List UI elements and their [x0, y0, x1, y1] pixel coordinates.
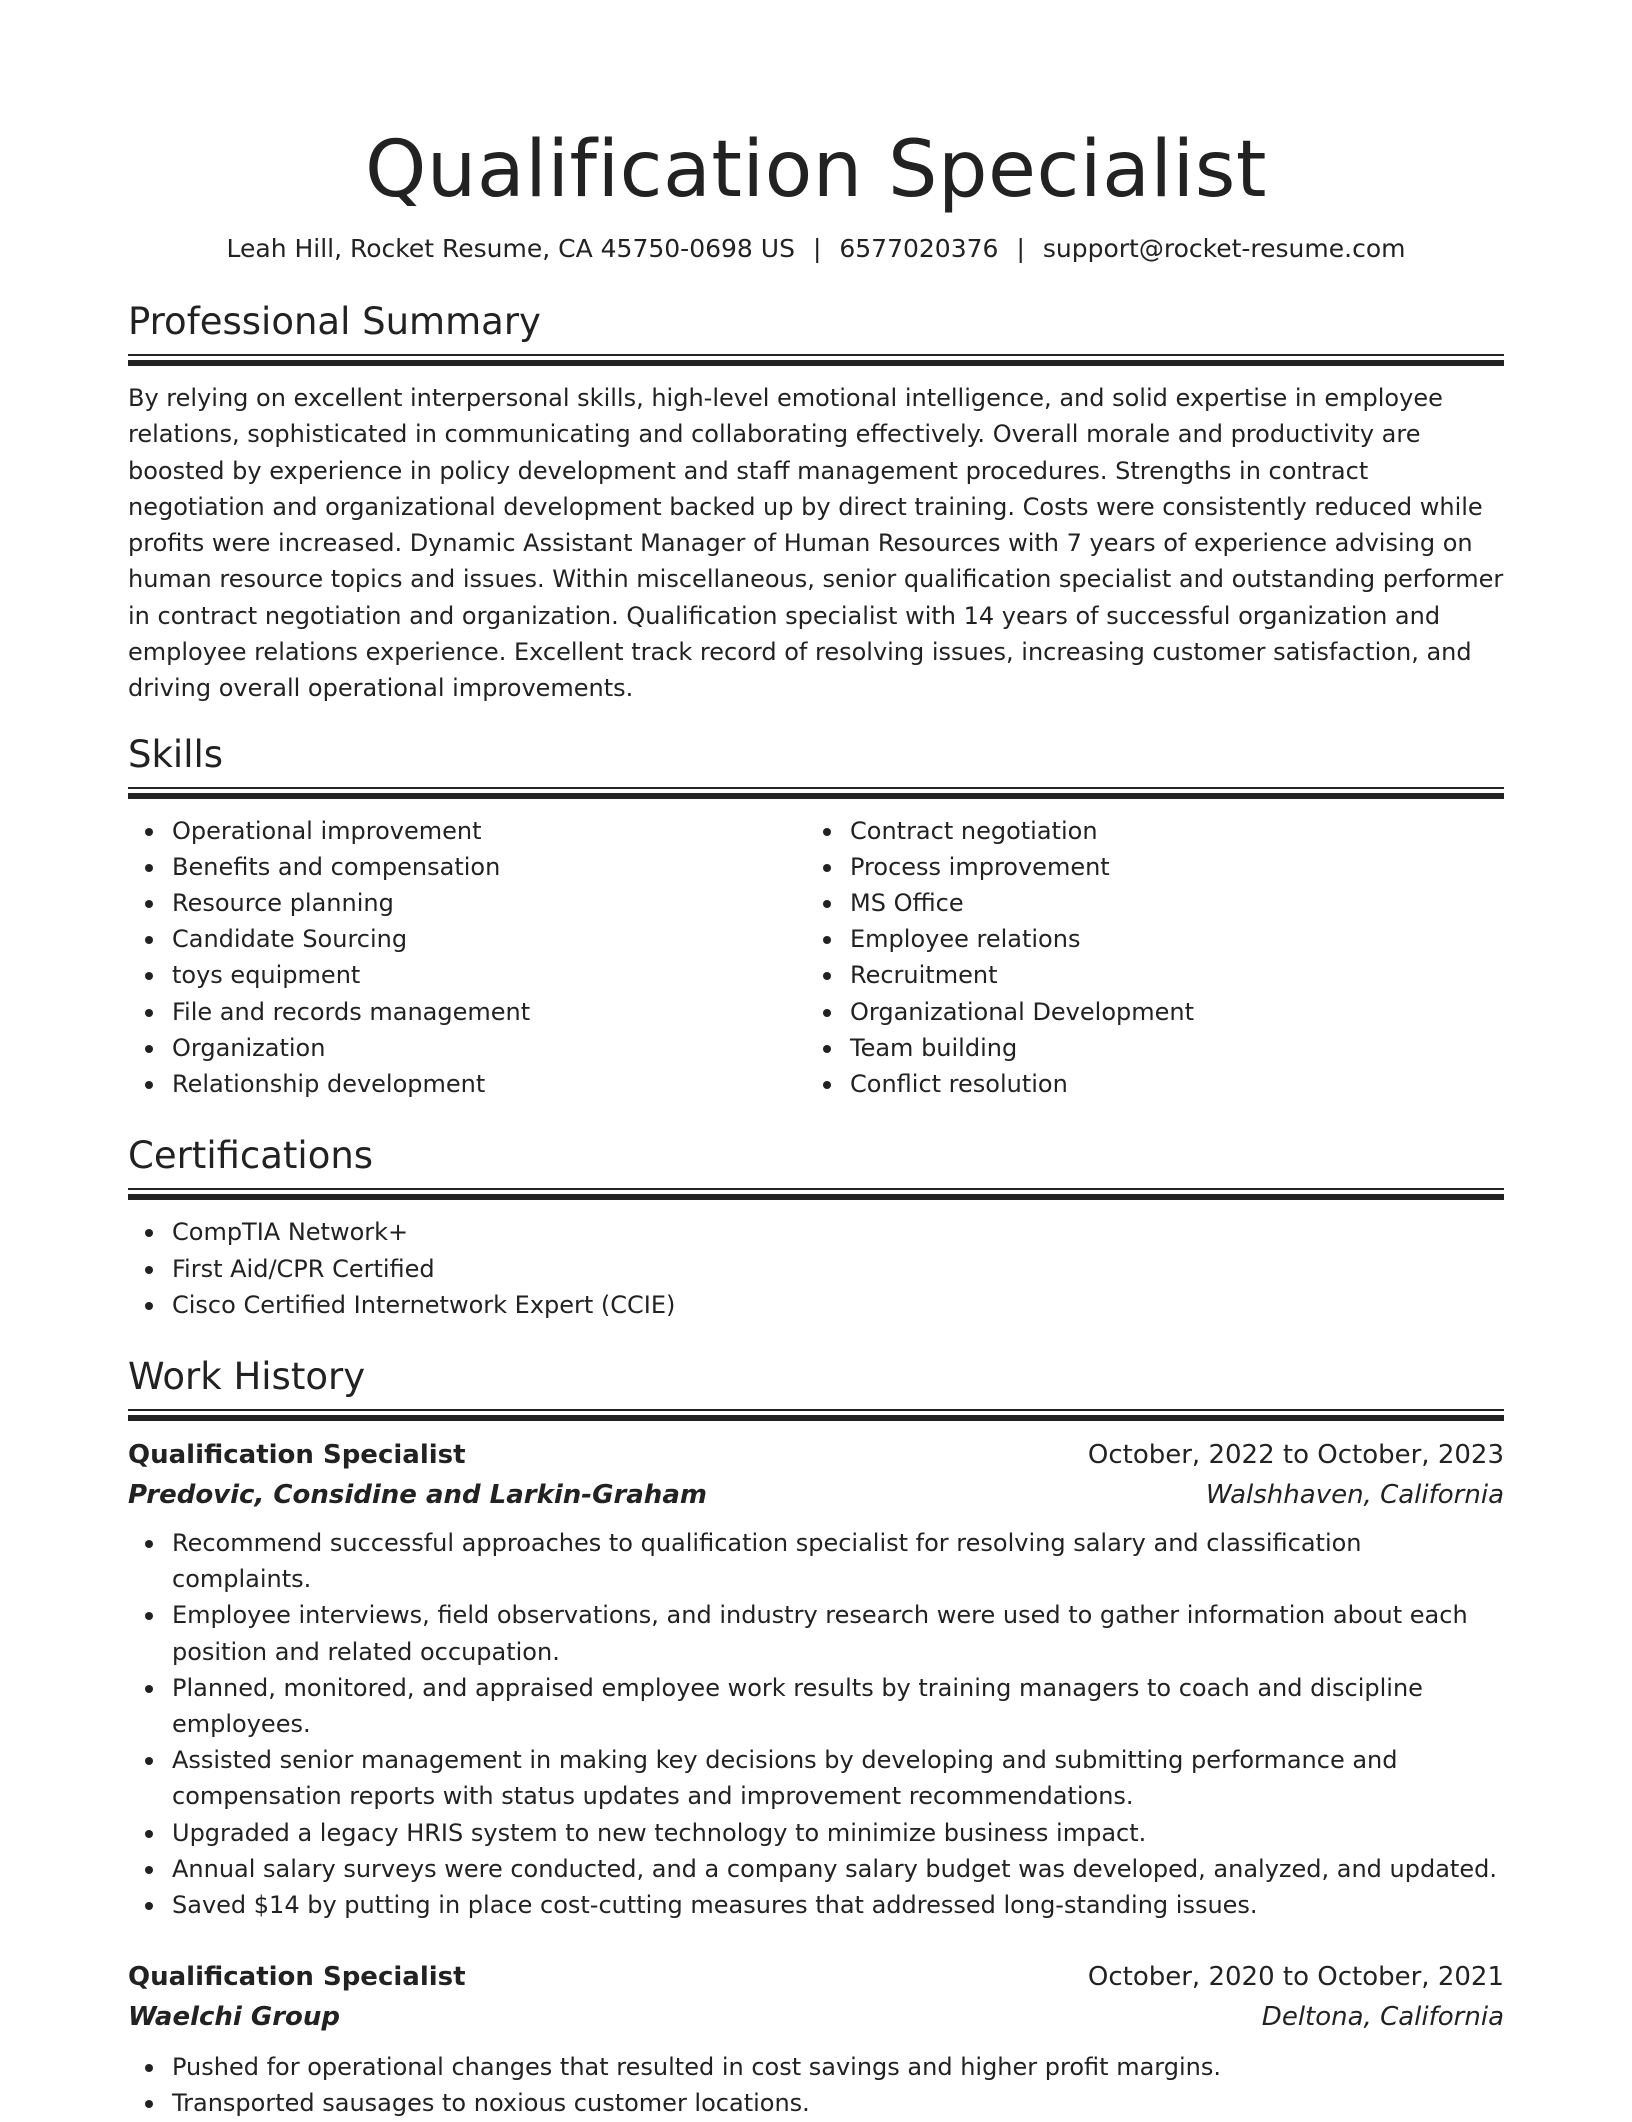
certification-item: Cisco Certified Internetwork Expert (CCIE)	[172, 1287, 1504, 1323]
summary-section	[128, 298, 1504, 707]
contact-address: Leah Hill, Rocket Resume, CA 45750-0698 US	[226, 234, 795, 263]
resume-title: Qualification Specialist	[365, 125, 1267, 215]
job-dates: October, 2022 to October, 2023	[1087, 1439, 1504, 1470]
job-bullet: Assisted senior management in making key decisions by developing and submitting performance and compensation reports with status updates and improvement recommendations.	[172, 1742, 1504, 1814]
skill-item: Contract negotiation	[850, 813, 1484, 849]
job-bullet: Saved $14 by putting in place cost-cutting measures that addressed long-standing issues.	[172, 1887, 1504, 1923]
job-bullet: Pushed for operational changes that resulted in cost savings and higher profit margins.	[172, 2049, 1504, 2085]
skill-item: Conflict resolution	[850, 1066, 1484, 1102]
skill-item: Recruitment	[850, 957, 1484, 993]
certification-item: CompTIA Network+	[172, 1214, 1504, 1250]
job-title: Qualification Specialist	[128, 1439, 466, 1470]
skills-section	[128, 731, 1504, 1103]
contact-line	[128, 232, 1504, 266]
contact-phone: 6577020376	[839, 234, 999, 263]
job-company: Waelchi Group	[128, 2002, 341, 2033]
certifications-heading: Certifications	[128, 1134, 374, 1178]
skill-item: File and records management	[172, 994, 806, 1030]
contact-separator: |	[1016, 234, 1025, 263]
skills-grid	[128, 813, 1504, 1103]
job-bullet: Planned, monitored, and appraised employee work results by training managers to coach and discipline employees.	[172, 1670, 1504, 1742]
skill-item: Organization	[172, 1030, 806, 1066]
job-dates: October, 2020 to October, 2021	[1087, 1962, 1504, 1993]
work-history-heading: Work History	[128, 1354, 366, 1398]
job-entry	[128, 1957, 1504, 2121]
skill-item: Benefits and compensation	[172, 849, 806, 885]
skill-item: Candidate Sourcing	[172, 921, 806, 957]
contact-email: support@rocket-resume.com	[1042, 234, 1406, 263]
job-bullets	[128, 1525, 1504, 1923]
job-bullets	[128, 2049, 1504, 2121]
job-bullet: Annual salary surveys were conducted, and a company salary budget was developed, analyzed, and updated.	[172, 1851, 1504, 1887]
work-history-section	[128, 1353, 1504, 2122]
skill-item: toys equipment	[172, 957, 806, 993]
job-header	[128, 1957, 1504, 1997]
certifications-list	[128, 1214, 1504, 1323]
job-bullet: Employee interviews, field observations, and industry research were used to gather information about each position and related occupation.	[172, 1597, 1504, 1669]
job-title: Qualification Specialist	[128, 1962, 466, 1993]
section-divider	[128, 1188, 1504, 1200]
job-company: Predovic, Considine and Larkin-Graham	[128, 1479, 707, 1510]
skill-item: Employee relations	[850, 921, 1484, 957]
job-location: Walshhaven, California	[1205, 1479, 1504, 1510]
skill-item: Operational improvement	[172, 813, 806, 849]
job-bullet: Upgraded a legacy HRIS system to new technology to minimize business impact.	[172, 1815, 1504, 1851]
contact-separator: |	[812, 234, 822, 263]
section-divider	[128, 354, 1504, 366]
skill-item: Team building	[850, 1030, 1484, 1066]
job-header	[128, 1435, 1504, 1475]
skill-item: Resource planning	[172, 885, 806, 921]
job-subheader	[128, 1475, 1504, 1515]
section-divider	[128, 1409, 1504, 1421]
job-entry	[128, 1435, 1504, 1923]
skill-item: Organizational Development	[850, 994, 1484, 1030]
skill-item: Process improvement	[850, 849, 1484, 885]
summary-text: By relying on excellent interpersonal skills, high-level emotional intelligence, and solid expertise in employee relations, sophisticated in communicating and collaborating effectively. Overall morale and productivity are boosted by experience in policy development and staff management procedures. Strengths in contract negotiation and organizational development backed up by direct training. Costs were consistently reduced while profits were increased. Dynamic Assistant Manager of Human Resources with 7 years of experience advising on human resource topics and issues. Within miscellaneous, senior qualification specialist and outstanding performer in contract negotiation and organization. Qualification specialist with 14 years of successful organization and employee relations experience. Excellent track record of resolving issues, increasing customer satisfaction, and driving overall operational improvements.	[128, 384, 1504, 703]
skills-list-right	[806, 813, 1484, 1103]
certification-item: First Aid/CPR Certified	[172, 1251, 1504, 1287]
summary-heading: Professional Summary	[128, 300, 541, 343]
skill-item: MS Office	[850, 885, 1484, 921]
certifications-section	[128, 1132, 1504, 1323]
resume-page	[128, 0, 1504, 2122]
job-subheader	[128, 1997, 1504, 2037]
job-bullet: Transported sausages to noxious customer locations.	[172, 2085, 1504, 2121]
job-location: Deltona, California	[1261, 2002, 1504, 2033]
section-divider	[128, 787, 1504, 799]
skills-list-left	[128, 813, 806, 1103]
skills-heading: Skills	[128, 732, 224, 776]
job-bullet: Recommend successful approaches to qualification specialist for resolving salary and classification complaints.	[172, 1525, 1504, 1597]
skill-item: Relationship development	[172, 1066, 806, 1102]
